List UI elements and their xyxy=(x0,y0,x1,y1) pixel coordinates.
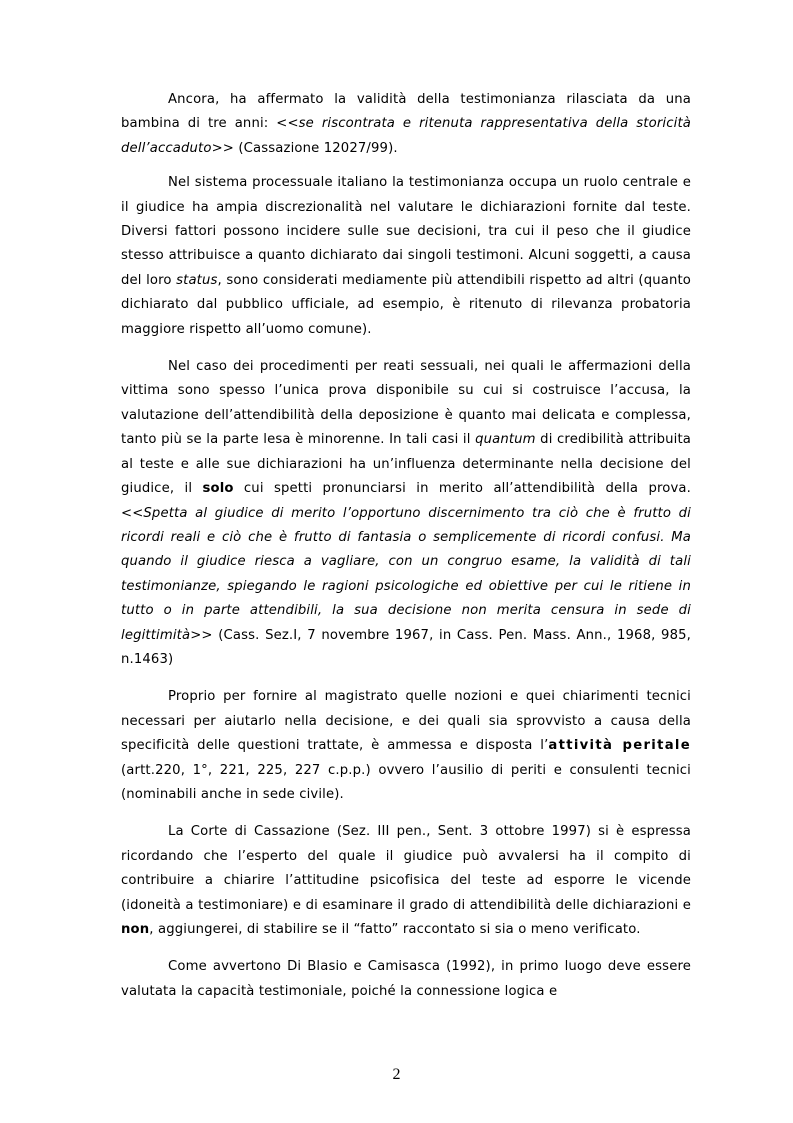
text-run: Proprio per fornire al magistrato quelle nozioni e quei chiarimenti tecnici necessari per aiutarlo nella decisione, e dei quali sia sprovvisto a causa della specificità delle questioni trattate, è ammessa e disposta l’ xyxy=(121,689,691,754)
bold-term: non xyxy=(121,922,150,937)
text-run: Come avvertono Di Blasio e Camisasca (1992), in primo luogo deve essere valutata la capacità testimoniale, poiché la connessione logica e xyxy=(121,959,691,999)
paragraph xyxy=(121,355,691,672)
text-run: La Corte di Cassazione (Sez. III pen., Sent. 3 ottobre 1997) si è espressa ricordando che l’esperto del quale il giudice può avvalersi ha il compito di contribuire a chiarire l’attitudine psicofisica del teste ad esporre le vicende (idoneità a testimoniare) e di esaminare il grado di attendibilità delle dichiarazioni e xyxy=(121,824,691,913)
text-run: , sono considerati mediamente più attendibili rispetto ad altri (quanto dichiarato dal pubblico ufficiale, ad esempio, è ritenuto di rilevanza probatoria maggiore rispetto all’uomo comune). xyxy=(121,272,691,337)
text-run: cui spetti pronunciarsi in merito all’attendibilità della prova. xyxy=(233,481,691,497)
italic-term: quantum xyxy=(475,432,536,448)
paragraph xyxy=(121,685,691,807)
text-run: Nel sistema processuale italiano la testimonianza occupa un ruolo centrale e il giudice ha ampia discrezionalità nel valutare le dichiarazioni fornite dal teste. Diversi fattori possono incidere sulle sue decisioni, tra cui il peso che il giudice stesso attribuisce a quanto dichiarato dai singoli testimoni. Alcuni soggetti, a causa del loro xyxy=(121,175,691,288)
paragraph xyxy=(121,88,691,161)
text-run: , aggiungerei, di stabilire se il “fatto” raccontato si sia o meno verificato. xyxy=(149,922,641,937)
text-run: Nel caso dei procedimenti per reati sessuali, nei quali le affermazioni della vittima sono spesso l’unica prova disponibile su cui si costruisce l’accusa, la valutazione dell’attendibilità della deposizione è quanto mai delicata e complessa, tanto più se la parte lesa è minorenne. In tali casi il xyxy=(121,359,691,448)
text-run: di credibilità attribuita al teste e alle sue dichiarazioni ha un’influenza determinante nella decisione del giudice, il xyxy=(121,432,692,497)
bold-term: solo xyxy=(202,481,234,497)
page-number: 2 xyxy=(392,1066,401,1083)
document-page xyxy=(121,88,691,1017)
paragraph xyxy=(121,955,691,1004)
quotation: <<Spetta al giudice di merito l’opportuno discernimento tra ciò che è frutto di ricordi reali e ciò che è frutto di fantasia o semplicemente di ricordi confusi. Ma quando il giudice riesca a vagliare, con un congruo esame, la validità di tali testimonianze, spiegando le ragioni psicologiche ed obiettive per cui le ritiene in tutto o in parte attendibili, la sua decisione non merita censura in sede di legittimità>> xyxy=(121,505,691,643)
quotation: <<se riscontrata e ritenuta rappresentativa della storicità dell’accaduto>> xyxy=(121,116,691,156)
bold-term: attività peritale xyxy=(548,738,691,754)
text-run: (Cassazione 12027/99). xyxy=(234,140,398,156)
paragraph xyxy=(121,171,691,342)
text-run: (artt.220, 1°, 221, 225, 227 c.p.p.) ovvero l’ausilio di periti e consulenti tecnici (nominabili anche in sede civile). xyxy=(121,762,691,802)
italic-term: status xyxy=(176,272,218,288)
text-run: Ancora, ha affermato la validità della testimonianza rilasciata da una bambina di tre anni: xyxy=(121,92,691,132)
text-run: (Cass. Sez.I, 7 novembre 1967, in Cass. Pen. Mass. Ann., 1968, 985, n.1463) xyxy=(121,627,691,667)
paragraph xyxy=(121,820,691,942)
